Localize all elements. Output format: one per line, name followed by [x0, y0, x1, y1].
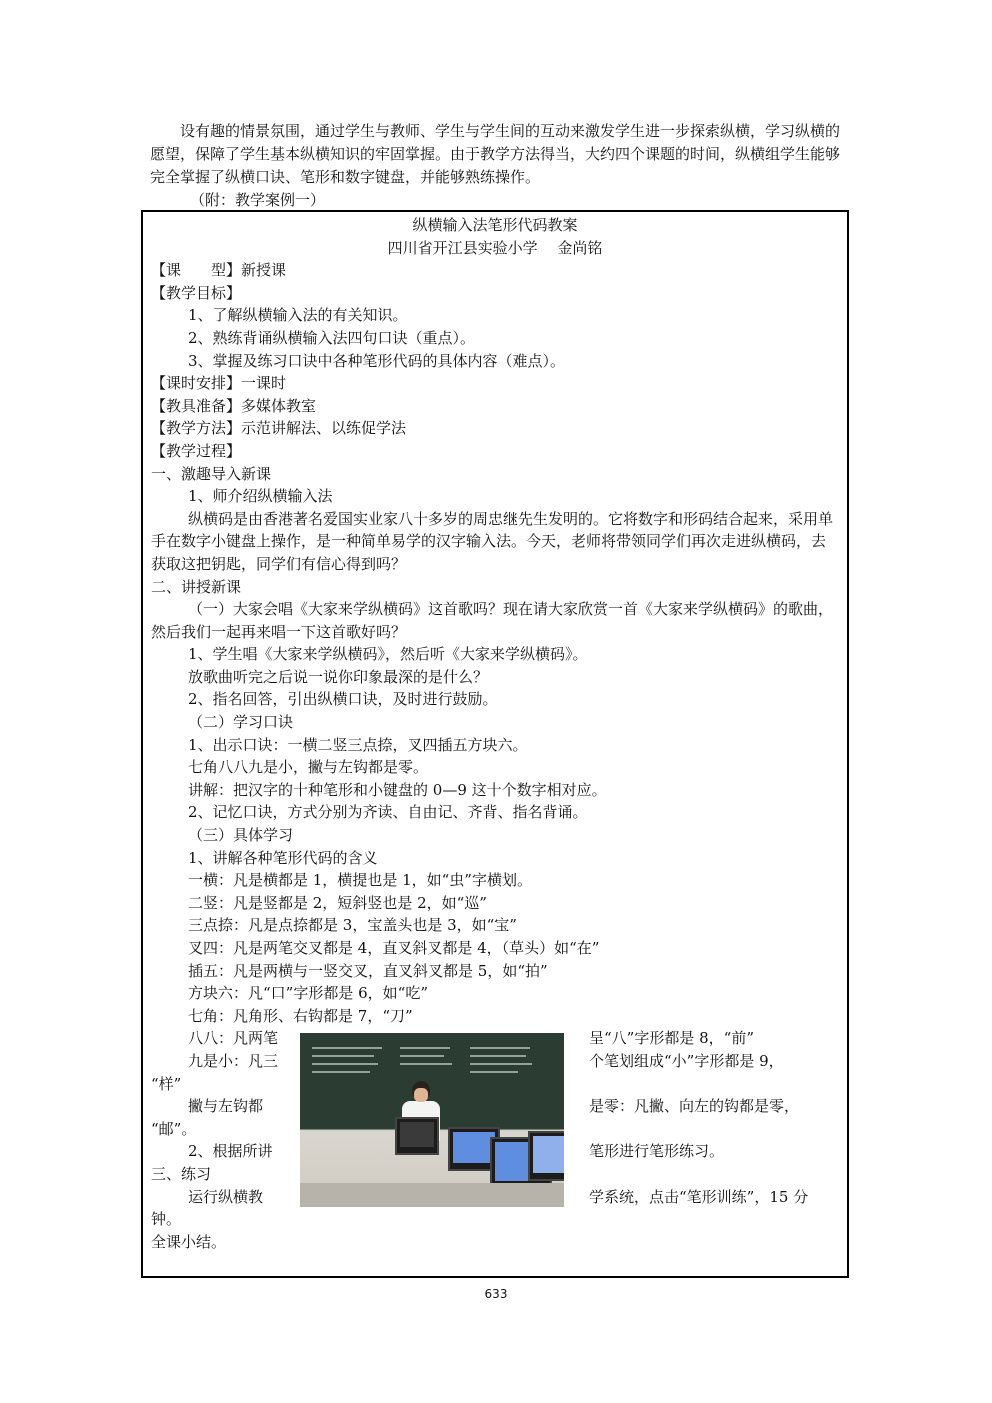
goal-item: 2、熟练背诵纵横输入法四句口诀（重点）。 [188, 328, 476, 347]
section-2-line: 2、记忆口诀，方式分别为齐读、自由记、齐背、指名背诵。 [188, 803, 588, 822]
stroke-code-9-right: 个笔划组成“小”字形都是 9， [589, 1051, 784, 1070]
stroke-code-line: 方块六：凡“口”字形都是 6，如“吃” [188, 984, 428, 1003]
stroke-code-8-left: 八八：凡两笔 [188, 1029, 279, 1048]
stroke-code-0-left: 撇与左钩都 [188, 1097, 264, 1116]
section-2-line: （三）具体学习 [188, 826, 294, 845]
section-2-line: 七角八八九是小，撇与左钩都是零。 [188, 758, 429, 777]
page-number: 633 [484, 1287, 508, 1301]
methods-line: 【教学方法】示范讲解法、以练促学法 [151, 419, 407, 438]
practice-line-right: 笔形进行笔形练习。 [589, 1142, 725, 1161]
tools-line: 【教具准备】多媒体教室 [151, 396, 317, 415]
section-1-item: 1、师介绍纵横输入法 [188, 487, 333, 506]
process-heading: 【教学过程】 [151, 441, 242, 460]
stroke-code-8-right: 呈“八”字形都是 8，“前” [589, 1029, 754, 1048]
stroke-code-line: 二竖：凡是竖都是 2，短斜竖也是 2，如“巡” [188, 893, 487, 912]
section-2-line: 2、指名回答，引出纵横口诀，及时进行鼓励。 [188, 690, 498, 709]
stroke-code-line: 七角：凡角形、右钩都是 7，“刀” [188, 1006, 413, 1025]
monitor-icon [528, 1131, 564, 1181]
practice-line-left: 2、根据所讲 [188, 1142, 273, 1161]
section-2-heading: 二、讲授新课 [151, 577, 242, 596]
lesson-author: 四川省开江县实验小学 金尚铭 [387, 238, 603, 257]
section-1-heading: 一、激趣导入新课 [151, 464, 272, 483]
section-2-paragraph: （一）大家会唱《大家来学纵横码》这首歌吗？现在请大家欣赏一首《大家来学纵横码》的歌曲，然后我们一起再来唱一下这首歌好吗？ [151, 600, 834, 641]
stroke-code-line: 三点捺：凡是点捺都是 3，宝盖头也是 3，如“宝” [188, 916, 517, 935]
stroke-code-line: 一横：凡是横都是 1，横提也是 1，如“虫”字横划。 [188, 871, 532, 890]
monitor-icon [395, 1117, 439, 1155]
intro-paragraph: 设有趣的情景氛围，通过学生与教师、学生与学生间的互动来激发学生进一步探索纵横，学习纵横的愿望，保障了学生基本纵横知识的牢固掌握。由于教学方法得当，大约四个课题的时间，纵横组学生能够完全掌握了纵横口诀、笔形和数字键盘，并能够熟练操作。 [150, 122, 841, 186]
stroke-code-line: 叉四：凡是两笔交叉都是 4，直叉斜叉都是 4，（草头）如“在” [188, 939, 600, 957]
section-2-line: 1、出示口诀：一横二竖三点捺，叉四插五方块六。 [188, 735, 528, 754]
goal-item: 1、了解纵横输入法的有关知识。 [188, 306, 408, 325]
section-2-line: 1、讲解各种笔形代码的含义 [188, 848, 378, 867]
attachment-note: （附：教学案例一） [190, 191, 326, 209]
summary-line: 全课小结。 [151, 1232, 227, 1251]
stroke-code-9-tail: “样” [151, 1074, 182, 1093]
section-2-line: 放歌曲听完之后说一说你印象最深的是什么？ [188, 667, 489, 686]
stroke-code-line: 插五：凡是两横与一竖交叉，直叉斜叉都是 5，如“拍” [188, 961, 548, 980]
exercise-tail: 钟。 [151, 1210, 182, 1229]
exercise-line-left: 运行纵横教 [188, 1187, 264, 1206]
lesson-type: 【课 型】新授课 [151, 261, 287, 280]
stroke-code-0-tail: “邮”。 [151, 1119, 197, 1138]
section-3-heading: 三、练习 [151, 1164, 212, 1183]
exercise-line-right: 学系统，点击“笔形训练”，15 分 [589, 1187, 809, 1206]
section-2-line: （二）学习口诀 [188, 713, 294, 732]
schedule-line: 【课时安排】一课时 [151, 374, 287, 393]
section-1-paragraph: 纵横码是由香港著名爱国实业家八十多岁的周忠继先生发明的。它将数字和形码结合起来，采用单手在数字小键盘上操作，是一种简单易学的汉字输入法。今天，老师将带领同学们再次走进纵横码，去获取这把钥匙，同学们有信心得到吗？ [151, 509, 834, 573]
lesson-title: 纵横输入法笔形代码教案 [412, 216, 578, 234]
classroom-photo [300, 1033, 564, 1207]
section-2-line: 讲解：把汉字的十种笔形和小键盘的 0—9 这十个数字相对应。 [188, 780, 607, 799]
intro-text [150, 120, 845, 212]
stroke-code-9-left: 九是小：凡三 [188, 1051, 279, 1070]
section-2-line: 1、学生唱《大家来学纵横码》，然后听《大家来学纵横码》。 [188, 645, 588, 664]
goal-item: 3、掌握及练习口诀中各种笔形代码的具体内容（难点）。 [188, 351, 566, 370]
lesson-plan-box [141, 210, 849, 1278]
photo-wrap-area [151, 1027, 839, 1253]
goals-heading: 【教学目标】 [151, 283, 242, 302]
stroke-code-0-right: 是零：凡撇、向左的钩都是零， [589, 1097, 800, 1116]
